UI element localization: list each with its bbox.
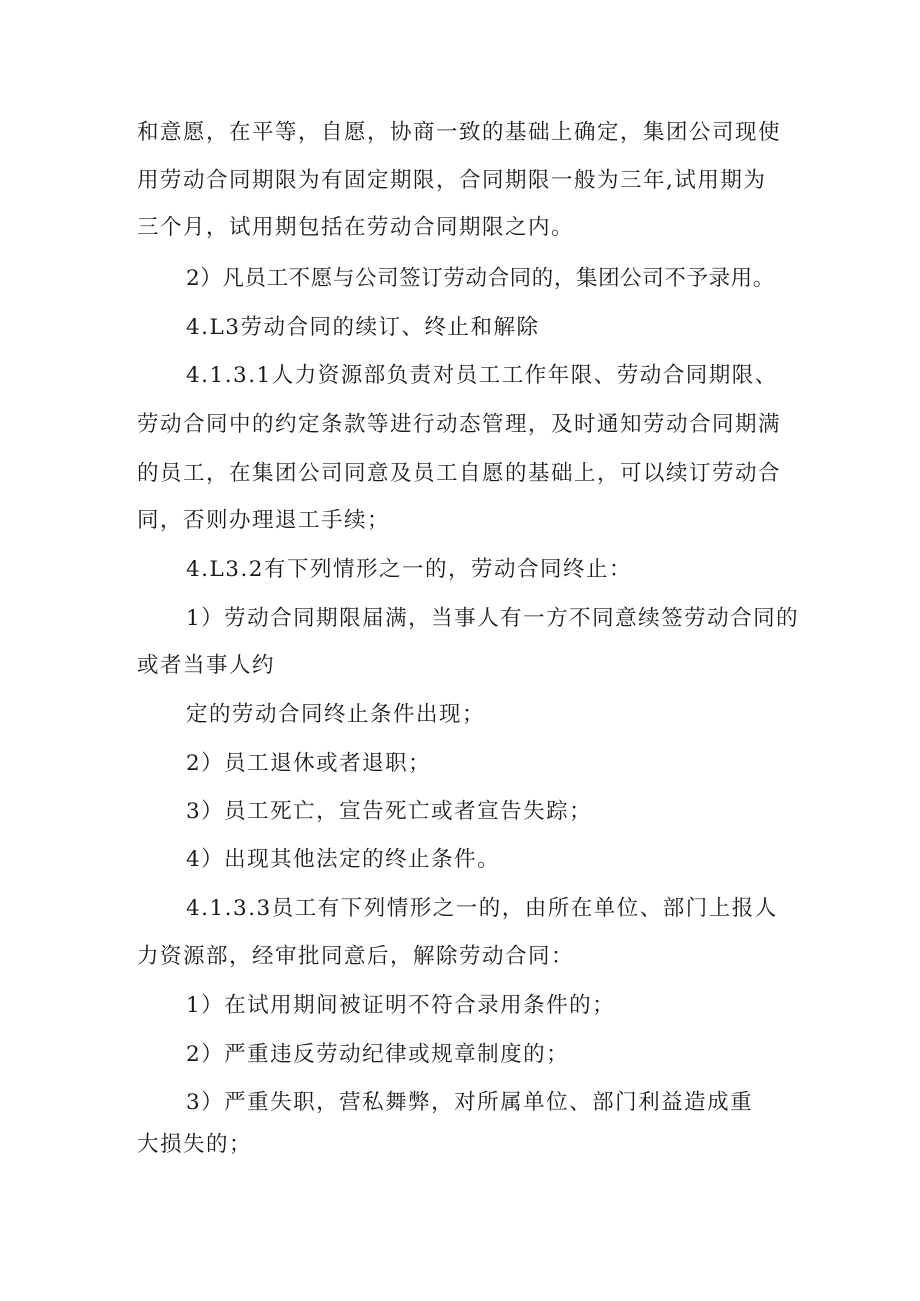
clause-heading-4-1-3-1: 4.1.3.1人力资源部负责对员工工作年限、劳动合同期限、 (186, 363, 778, 388)
text-line-3: 三个月，试用期包括在劳动合同期限之内。 (137, 215, 575, 240)
list-item-1: 1）劳动合同期限届满，当事人有一方不同意续签劳动合同的 (186, 606, 800, 631)
section-heading: 4.L3劳动合同的续订、终止和解除 (186, 315, 540, 340)
text-line-9: 同，否则办理退工手续； (137, 508, 391, 533)
text-line-2: 用劳动合同期限为有固定期限，合同期限一般为三年,试用期为 (137, 168, 767, 193)
text-line-13: 定的劳动合同终止条件出现； (186, 702, 486, 727)
list-item-5: 1）在试用期间被证明不符合录用条件的； (186, 993, 616, 1018)
text-line-1: 和意愿，在平等，自愿，协商一致的基础上确定，集团公司现使 (137, 120, 782, 145)
list-item-7: 3）严重失职，营私舞弊，对所属单位、部门利益造成重 (186, 1090, 754, 1115)
text-line-18: 力资源部，经审批同意后，解除劳动合同： (137, 944, 575, 969)
list-item-4: 4）出现其他法定的终止条件。 (186, 847, 501, 872)
text-line-4: 2）凡员工不愿与公司签订劳动合同的，集团公司不予录用。 (186, 266, 775, 291)
list-item-6: 2）严重违反劳动纪律或规章制度的； (186, 1042, 570, 1067)
list-item-2: 2）员工退休或者退职； (186, 751, 432, 776)
text-line-8: 的员工，在集团公司同意及员工自愿的基础上，可以续订劳动合 (137, 461, 782, 486)
clause-heading-4-1-3-3: 4.1.3.3员工有下列情形之一的，由所在单位、部门上报人 (186, 896, 778, 921)
clause-heading-4-1-3-2: 4.L3.2有下列情形之一的，劳动合同终止： (186, 557, 632, 582)
list-item-3: 3）员工死亡，宣告死亡或者宣告失踪； (186, 799, 593, 824)
text-line-22: 大损失的； (137, 1132, 253, 1157)
text-line-7: 劳动合同中的约定条款等进行动态管理，及时通知劳动合同期满 (137, 412, 782, 437)
text-line-12: 或者当事人约 (137, 653, 276, 678)
